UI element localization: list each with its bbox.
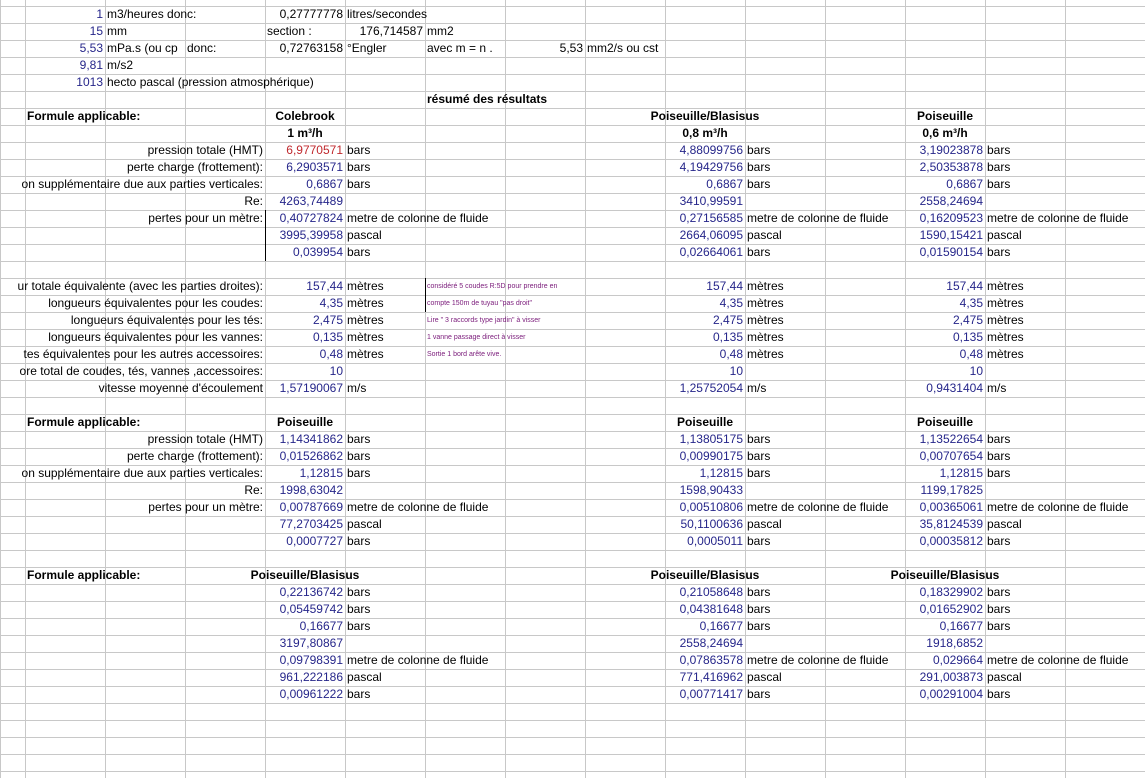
length-unit[interactable]: m/s (987, 381, 1007, 395)
result-value[interactable]: 35,8124539 (919, 517, 983, 531)
result-unit[interactable]: bars (987, 619, 1011, 633)
result-value[interactable]: 1,13805175 (679, 432, 743, 446)
result-value[interactable]: 1199,17825 (920, 483, 983, 497)
length-unit[interactable]: mètres (347, 279, 384, 293)
result-value[interactable]: 0,21058648 (679, 585, 743, 599)
length-unit[interactable]: mètres (347, 347, 384, 361)
length-value[interactable]: 10 (729, 364, 743, 378)
result-value[interactable]: 771,416962 (679, 670, 743, 684)
diametre-value[interactable]: 15 (89, 24, 103, 38)
result-value[interactable]: 0,00365061 (919, 500, 983, 514)
viscosite-value[interactable]: 5,53 (79, 41, 103, 55)
result-value[interactable]: 0,00787669 (279, 500, 343, 514)
gravite-value[interactable]: 9,81 (79, 58, 103, 72)
section-unit[interactable]: mm2 (427, 24, 454, 38)
result-unit[interactable]: bars (347, 534, 371, 548)
length-unit[interactable]: mètres (747, 347, 784, 361)
length-value[interactable]: 0,135 (952, 330, 983, 344)
result-unit[interactable]: bars (347, 449, 371, 463)
result-unit[interactable]: bars (747, 449, 771, 463)
result-value[interactable]: 0,6867 (306, 177, 343, 191)
result-unit[interactable]: pascal (347, 517, 382, 531)
length-unit[interactable]: mètres (747, 330, 784, 344)
length-unit[interactable]: mètres (987, 313, 1024, 327)
formula-name[interactable]: Poiseuille/Blasisus (650, 109, 760, 123)
result-label[interactable]: pression totale (HMT) (147, 143, 263, 157)
result-unit[interactable]: bars (347, 160, 371, 174)
result-label[interactable]: on supplémentaire due aux parties verticales: (21, 177, 263, 191)
result-value[interactable]: 0,00771417 (679, 687, 743, 701)
length-value[interactable]: 1,25752054 (679, 381, 743, 395)
length-unit[interactable]: mètres (347, 296, 384, 310)
result-unit[interactable]: bars (987, 602, 1011, 616)
length-label[interactable]: tes équivalentes pour les autres accessoires: (23, 347, 263, 361)
length-unit[interactable]: mètres (347, 330, 384, 344)
result-value[interactable]: 3995,39958 (279, 228, 343, 242)
length-value[interactable]: 4,35 (319, 296, 343, 310)
result-unit[interactable]: bars (747, 160, 771, 174)
result-value[interactable]: 4,19429756 (679, 160, 743, 174)
result-value[interactable]: 1,12815 (299, 466, 343, 480)
result-unit[interactable]: bars (347, 466, 371, 480)
result-unit[interactable]: bars (987, 432, 1011, 446)
result-unit[interactable]: pascal (747, 670, 782, 684)
result-unit[interactable]: pascal (747, 517, 782, 531)
formula-name[interactable]: Colebrook (275, 109, 335, 123)
result-value[interactable]: 0,07863578 (679, 653, 743, 667)
length-value[interactable]: 157,44 (706, 279, 743, 293)
cst-value[interactable]: 5,53 (559, 41, 583, 55)
result-value[interactable]: 0,09798391 (279, 653, 343, 667)
result-value[interactable]: 0,039954 (292, 245, 343, 259)
avec-label[interactable]: avec m = n . (427, 41, 493, 55)
result-value[interactable]: 3197,80867 (279, 636, 343, 650)
result-label[interactable]: perte charge (frottement): (126, 160, 263, 174)
formula-name[interactable]: Poiseuille (916, 415, 974, 429)
result-value[interactable]: 0,0007727 (286, 534, 343, 548)
formula-name[interactable]: Poiseuille/Blasisus (250, 568, 360, 582)
debit-converted-unit[interactable]: litres/secondes (347, 7, 428, 21)
result-unit[interactable]: bars (347, 143, 371, 157)
result-unit[interactable]: bars (747, 143, 771, 157)
result-value[interactable]: 1,12815 (699, 466, 743, 480)
result-value[interactable]: 6,2903571 (286, 160, 343, 174)
note-text[interactable]: Lire " 3 raccords type jardin" à visser (427, 317, 541, 324)
length-value[interactable]: 10 (969, 364, 983, 378)
result-label[interactable]: pertes pour un mètre: (148, 500, 263, 514)
length-value[interactable]: 2,475 (952, 313, 983, 327)
result-unit[interactable]: bars (987, 534, 1011, 548)
debit-converted[interactable]: 0,27777778 (279, 7, 343, 21)
result-value[interactable]: 0,05459742 (279, 602, 343, 616)
result-unit[interactable]: metre de colonne de fluide (747, 653, 889, 667)
result-label[interactable]: perte charge (frottement): (126, 449, 263, 463)
result-unit[interactable]: bars (747, 687, 771, 701)
formule-label[interactable]: Formule applicable: (27, 415, 141, 429)
result-value[interactable]: 0,16677 (939, 619, 983, 633)
length-value[interactable]: 0,48 (719, 347, 743, 361)
length-unit[interactable]: mètres (987, 330, 1024, 344)
note-text[interactable]: 1 vanne passage direct à visser (427, 334, 526, 341)
result-value[interactable]: 2,50353878 (919, 160, 983, 174)
result-value[interactable]: 1590,15421 (919, 228, 983, 242)
formule-label[interactable]: Formule applicable: (27, 109, 141, 123)
result-value[interactable]: 1598,90433 (679, 483, 743, 497)
length-value[interactable]: 4,35 (719, 296, 743, 310)
length-value[interactable]: 10 (329, 364, 343, 378)
result-value[interactable]: 961,222186 (279, 670, 343, 684)
result-value[interactable]: 0,00961222 (279, 687, 343, 701)
length-unit[interactable]: m/s (347, 381, 367, 395)
length-value[interactable]: 157,44 (306, 279, 343, 293)
result-value[interactable]: 0,00291004 (919, 687, 983, 701)
engler-value[interactable]: 0,72763158 (279, 41, 343, 55)
length-unit[interactable]: m/s (747, 381, 767, 395)
length-value[interactable]: 0,48 (319, 347, 343, 361)
length-unit[interactable]: mètres (987, 279, 1024, 293)
length-unit[interactable]: mètres (987, 296, 1024, 310)
result-unit[interactable]: bars (747, 466, 771, 480)
result-value[interactable]: 2558,24694 (679, 636, 743, 650)
cst-unit[interactable]: mm2/s ou cst (587, 41, 659, 55)
result-unit[interactable]: bars (347, 602, 371, 616)
result-value[interactable]: 2558,24694 (919, 194, 983, 208)
result-unit[interactable]: bars (987, 585, 1011, 599)
result-value[interactable]: 0,01652902 (919, 602, 983, 616)
result-value[interactable]: 1,14341862 (279, 432, 343, 446)
length-label[interactable]: ur totale équivalente (avec les parties droites): (17, 279, 263, 293)
result-unit[interactable]: bars (347, 177, 371, 191)
cell-border (425, 278, 426, 312)
result-label[interactable]: Re: (244, 483, 263, 497)
length-value[interactable]: 2,475 (312, 313, 343, 327)
engler-unit[interactable]: °Engler (347, 41, 387, 55)
result-value[interactable]: 0,18329902 (919, 585, 983, 599)
result-value[interactable]: 0,01590154 (919, 245, 983, 259)
result-value[interactable]: 0,029664 (932, 653, 983, 667)
result-unit[interactable]: bars (747, 585, 771, 599)
result-value[interactable]: 2664,06095 (679, 228, 743, 242)
result-unit[interactable]: bars (987, 687, 1011, 701)
result-unit[interactable]: bars (747, 432, 771, 446)
result-unit[interactable]: metre de colonne de fluide (347, 500, 489, 514)
length-value[interactable]: 0,9431404 (926, 381, 983, 395)
note-text[interactable]: Sortie 1 bord arête vive. (427, 351, 502, 358)
result-value[interactable]: 1,12815 (939, 466, 983, 480)
pression-atm-unit[interactable]: hecto pascal (pression atmosphérique) (107, 75, 314, 89)
diametre-unit[interactable]: mm (107, 24, 127, 38)
length-value[interactable]: 1,57190067 (279, 381, 343, 395)
result-unit[interactable]: metre de colonne de fluide (987, 211, 1129, 225)
formula-name[interactable]: Poiseuille/Blasisus (650, 568, 760, 582)
result-value[interactable]: 0,01526862 (279, 449, 343, 463)
formula-name[interactable]: Poiseuille (276, 415, 334, 429)
length-unit[interactable]: mètres (747, 279, 784, 293)
formula-name[interactable]: Poiseuille (676, 415, 734, 429)
pression-atm-value[interactable]: 1013 (76, 75, 103, 89)
formula-name[interactable]: Poiseuille (916, 109, 974, 123)
length-label[interactable]: longueurs équivalentes pour les vannes: (48, 330, 263, 344)
length-value[interactable]: 157,44 (946, 279, 983, 293)
result-unit[interactable]: bars (987, 177, 1011, 191)
flow-rate[interactable]: 0,8 m³/h (682, 126, 728, 140)
result-unit[interactable]: bars (747, 177, 771, 191)
result-value[interactable]: 4,88099756 (679, 143, 743, 157)
result-value[interactable]: 0,27156585 (679, 211, 743, 225)
length-unit[interactable]: mètres (747, 313, 784, 327)
result-value[interactable]: 0,00990175 (679, 449, 743, 463)
result-unit[interactable]: metre de colonne de fluide (987, 653, 1129, 667)
flow-rate[interactable]: 1 m³/h (287, 126, 323, 140)
length-value[interactable]: 0,48 (959, 347, 983, 361)
length-value[interactable]: 4,35 (959, 296, 983, 310)
length-value[interactable]: 0,135 (712, 330, 743, 344)
result-value[interactable]: 0,16677 (299, 619, 343, 633)
formula-name[interactable]: Poiseuille/Blasisus (890, 568, 1000, 582)
result-value[interactable]: 3,19023878 (919, 143, 983, 157)
result-value[interactable]: 1998,63042 (279, 483, 343, 497)
result-label[interactable]: pertes pour un mètre: (148, 211, 263, 225)
result-unit[interactable]: bars (747, 245, 771, 259)
result-unit[interactable]: metre de colonne de fluide (747, 500, 889, 514)
result-unit[interactable]: bars (747, 602, 771, 616)
result-value[interactable]: 0,40727824 (279, 211, 343, 225)
result-unit[interactable]: bars (347, 687, 371, 701)
length-label[interactable]: longueurs équivalentes pour les coudes: (48, 296, 263, 310)
result-value[interactable]: 77,2703425 (279, 517, 343, 531)
result-value[interactable]: 0,00707654 (919, 449, 983, 463)
result-label[interactable]: pression totale (HMT) (147, 432, 263, 446)
result-unit[interactable]: bars (987, 449, 1011, 463)
result-value[interactable]: 0,6867 (946, 177, 983, 191)
length-value[interactable]: 0,135 (312, 330, 343, 344)
flow-rate[interactable]: 0,6 m³/h (922, 126, 968, 140)
result-value[interactable]: 3410,99591 (679, 194, 743, 208)
result-unit[interactable]: bars (987, 245, 1011, 259)
result-unit[interactable]: metre de colonne de fluide (747, 211, 889, 225)
result-value[interactable]: 6,9770571 (286, 143, 343, 157)
summary-title[interactable]: résumé des résultats (427, 92, 548, 106)
result-unit[interactable]: pascal (347, 670, 382, 684)
result-unit[interactable]: metre de colonne de fluide (347, 211, 489, 225)
result-value[interactable]: 0,6867 (706, 177, 743, 191)
result-unit[interactable]: bars (987, 143, 1011, 157)
result-value[interactable]: 0,22136742 (279, 585, 343, 599)
length-unit[interactable]: mètres (347, 313, 384, 327)
length-value[interactable]: 2,475 (712, 313, 743, 327)
length-unit[interactable]: mètres (747, 296, 784, 310)
result-value[interactable]: 0,04381648 (679, 602, 743, 616)
section-value[interactable]: 176,714587 (359, 24, 423, 38)
result-unit[interactable]: bars (747, 534, 771, 548)
result-value[interactable]: 0,0005011 (687, 534, 743, 548)
section-label[interactable]: section : (267, 24, 312, 38)
result-unit[interactable]: bars (347, 432, 371, 446)
note-text[interactable]: compte 150m de tuyau "pas droit" (427, 300, 532, 307)
result-unit[interactable]: bars (347, 245, 371, 259)
result-unit[interactable]: pascal (987, 228, 1022, 242)
formule-label[interactable]: Formule applicable: (27, 568, 141, 582)
result-unit[interactable]: bars (347, 585, 371, 599)
length-label[interactable]: ore total de coudes, tés, vannes ,accessoires: (19, 364, 263, 378)
result-label[interactable]: on supplémentaire due aux parties verticales: (21, 466, 263, 480)
length-unit[interactable]: mètres (987, 347, 1024, 361)
gravite-unit[interactable]: m/s2 (107, 58, 134, 72)
result-unit[interactable]: pascal (347, 228, 382, 242)
result-unit[interactable]: bars (987, 160, 1011, 174)
result-label[interactable]: Re: (244, 194, 263, 208)
result-unit[interactable]: metre de colonne de fluide (987, 500, 1129, 514)
viscosite-donc[interactable]: donc: (187, 41, 217, 55)
length-label[interactable]: longueurs équivalentes pour les tés: (70, 313, 263, 327)
result-unit[interactable]: bars (347, 619, 371, 633)
cell-border (265, 210, 266, 261)
result-unit[interactable]: bars (747, 619, 771, 633)
result-unit[interactable]: metre de colonne de fluide (347, 653, 489, 667)
result-value[interactable]: 0,16209523 (919, 211, 983, 225)
result-unit[interactable]: pascal (987, 517, 1022, 531)
note-text[interactable]: considéré 5 coudes R:5D pour prendre en (427, 283, 558, 290)
result-unit[interactable]: bars (987, 466, 1011, 480)
result-value[interactable]: 0,00035812 (919, 534, 983, 548)
result-value[interactable]: 0,02664061 (679, 245, 743, 259)
result-value[interactable]: 0,16677 (699, 619, 743, 633)
debit-value[interactable]: 1 (96, 7, 103, 21)
result-value[interactable]: 4263,74489 (279, 194, 343, 208)
result-value[interactable]: 1,13522654 (919, 432, 983, 446)
result-value[interactable]: 1918,6852 (926, 636, 983, 650)
length-label[interactable]: vitesse moyenne d'écoulement (98, 381, 263, 395)
debit-unit[interactable]: m3/heures donc: (107, 7, 197, 21)
result-value[interactable]: 0,00510806 (679, 500, 743, 514)
result-unit[interactable]: pascal (987, 670, 1022, 684)
result-value[interactable]: 50,1100636 (680, 517, 743, 531)
result-value[interactable]: 291,003873 (919, 670, 983, 684)
result-unit[interactable]: pascal (747, 228, 782, 242)
viscosite-unit[interactable]: mPa.s (ou cp (107, 41, 178, 55)
